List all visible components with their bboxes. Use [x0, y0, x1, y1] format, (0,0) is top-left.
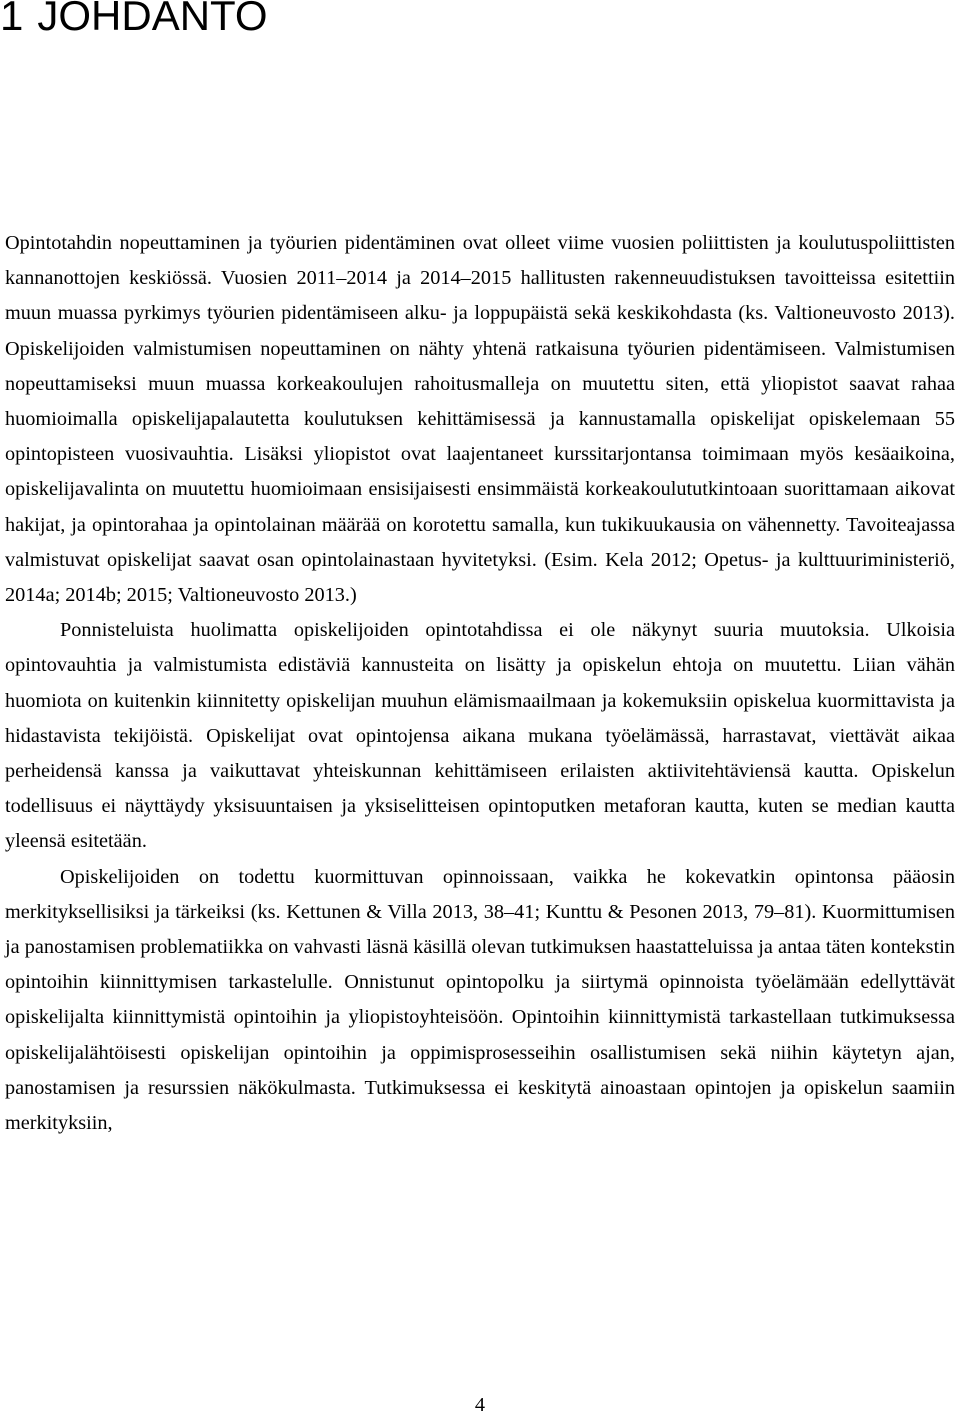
chapter-number: 1: [0, 0, 24, 39]
chapter-heading: [0, 0, 268, 46]
paragraph-1: Opintotahdin nopeuttaminen ja työurien pidentäminen ovat olleet viime vuosien poliittisten ja koulutuspoliittisten kannanottojen keskiössä. Vuosien 2011–2014 ja 2014–2015 hallitusten rakenneuudistuksen tavoitteissa esitettiin muun muassa pyrkimys työurien pidentämiseen alku- ja loppupäistä sekä keskikohdasta (ks. Valtioneuvosto 2013). Opiskelijoiden valmistumisen nopeuttaminen on nähty yhtenä ratkaisuna työurien pidentämiseen. Valmistumisen nopeuttamiseksi muun muassa korkeakoulujen rahoitusmalleja on muutettu siten, että yliopistot saavat rahaa huomioimalla opiskelijapalautetta koulutuksen kehittämisessä ja kannustamalla opiskelijat opiskelemaan 55 opintopisteen vuosivauhtia. Lisäksi yliopistot ovat laajentaneet kurssitarjontansa toimimaan myös kesäaikoina, opiskelijavalinta on muutettu huomioimaan ensisijaisesti ensimmäistä korkeakoulututkintoaan suorittamaan aikovat hakijat, ja opintorahaa ja opintolainan määrää on korotettu samalla, kun tukikuukausia on vähennetty. Tavoiteajassa valmistuvat opiskelijat saavat osan opintolainastaan hyvitetyksi. (Esim. Kela 2012; Opetus- ja kulttuuriministeriö, 2014a; 2014b; 2015; Valtioneuvosto 2013.): [5, 232, 955, 607]
paragraph-2: Ponnisteluista huolimatta opiskelijoiden opintotahdissa ei ole näkynyt suuria muutoksia. Ulkoisia opintovauhtia ja valmistumista edistäviä kannusteita on lisätty ja opiskelun ehtoja on muutettu. Liian vähän huomiota on kuitenkin kiinnitetty opiskelijan muuhun elämismaailmaan ja kokemuksiin opiskelua kuormittavista ja hidastavista tekijöistä. Opiskelijat ovat opintojensa aikana mukana työelämässä, harrastavat, viettävät aikaa perheidensä kanssa ja vaikuttavat yhteiskunnan kehittämiseen erilaisten aktiivitehtäviensä kautta. Opiskelun todellisuus ei näyttäydy yksisuuntaisen ja yksiselitteisen opintoputken metaforan kautta, kuten se median kautta yleensä esitetään.: [5, 619, 955, 853]
chapter-title: JOHDANTO: [37, 0, 268, 39]
paragraph-3: Opiskelijoiden on todettu kuormittuvan opinnoissaan, vaikka he kokevatkin opintonsa pääosin merkityksellisiksi ja tärkeiksi (ks. Kettunen & Villa 2013, 38–41; Kunttu & Pesonen 2013, 79–81). Kuormittumisen ja panostamisen problematiikka on vahvasti läsnä käsillä olevan tutkimuksen haastatteluissa ja antaa täten kontekstin opintoihin kiinnittymisen tarkastelulle. Onnistunut opintopolku ja siirtymä opinnoista työelämään edellyttävät opiskelijalta kiinnittymistä opintoihin ja yliopistoyhteisöön. Opintoihin kiinnittymistä tarkastellaan tutkimuksessa opiskelijalähtöisesti opiskelijan opintoihin ja oppimisprosesseihin osallistumisen sekä niihin käytetyn ajan, panostamisen ja resurssien näkökulmasta. Tutkimuksessa ei keskitytä ainoastaan opintojen ja opiskelun saamiin merkityksiin,: [5, 865, 955, 1135]
body-text: [5, 226, 955, 1141]
page-number: 4: [474, 1394, 486, 1416]
